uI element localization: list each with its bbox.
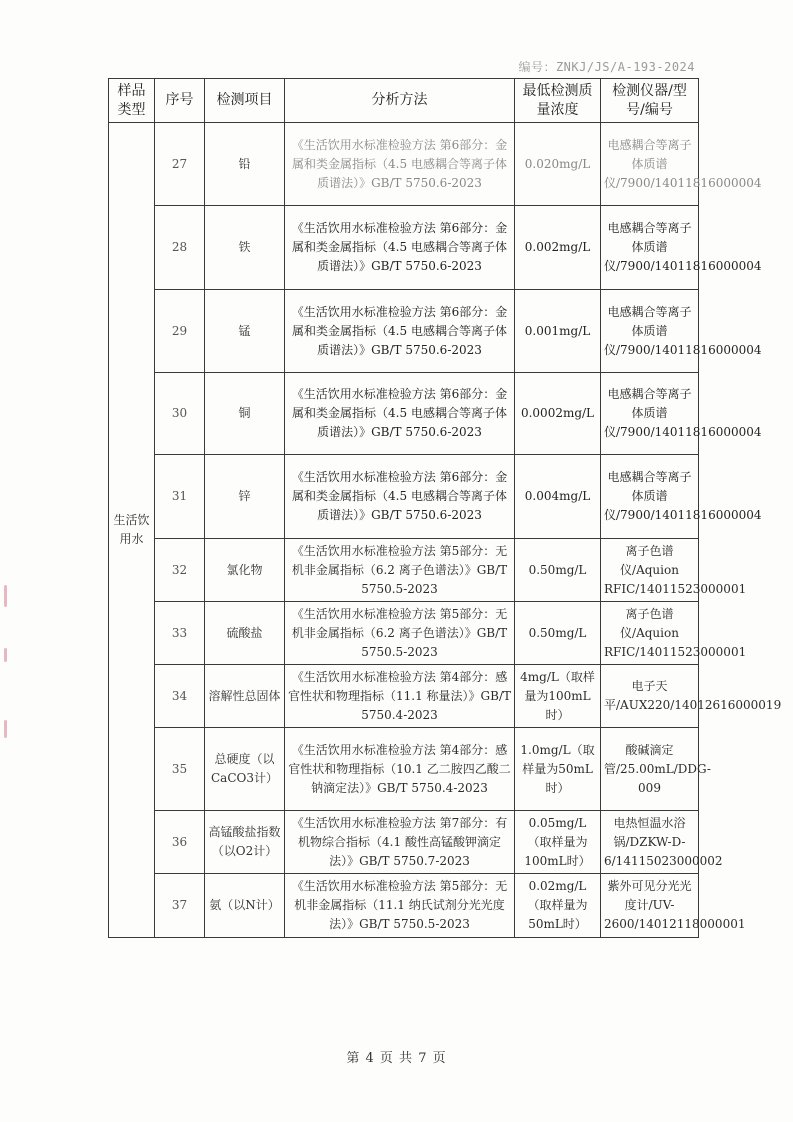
table-row (109, 539, 699, 602)
item-cell: 锰 (205, 290, 285, 373)
instrument-cell: 电热恒温水浴锅/DZKW-D-6/14115023000002 (601, 811, 699, 874)
method-cell: 《生活饮用水标准检验方法 第6部分：金属和类金属指标（4.5 电感耦合等离子体质谱法）》GB/T 5750.6-2023 (285, 206, 515, 290)
instrument-cell: 电感耦合等离子体质谱仪/7900/14011816000004 (601, 290, 699, 373)
limit-cell: 0.004mg/L (515, 455, 601, 539)
method-cell: 《生活饮用水标准检验方法 第6部分：金属和类金属指标（4.5 电感耦合等离子体质谱法）》GB/T 5750.6-2023 (285, 373, 515, 455)
instrument-cell: 酸碱滴定管/25.00mL/DDG-009 (601, 728, 699, 811)
header-limit: 最低检测质量浓度 (515, 79, 601, 123)
item-cell: 总硬度（以CaCO3计） (205, 728, 285, 811)
limit-cell: 0.020mg/L (515, 123, 601, 206)
margin-stamp-mark (4, 648, 7, 662)
page-footer: 第 4 页 共 7 页 (346, 1051, 447, 1066)
limit-cell: 0.05mg/L（取样量为100mL时） (515, 811, 601, 874)
header-item: 检测项目 (205, 79, 285, 123)
table-header-row (109, 79, 699, 123)
limit-cell: 0.02mg/L（取样量为50mL时） (515, 874, 601, 938)
instrument-cell: 电感耦合等离子体质谱仪/7900/14011816000004 (601, 373, 699, 455)
item-cell: 溶解性总固体 (205, 665, 285, 728)
method-cell: 《生活饮用水标准检验方法 第5部分：无机非金属指标（6.2 离子色谱法）》GB/T 5750.5-2023 (285, 602, 515, 665)
limit-cell: 0.50mg/L (515, 602, 601, 665)
method-cell: 《生活饮用水标准检验方法 第4部分：感官性状和物理指标（11.1 称量法）》GB/T 5750.4-2023 (285, 665, 515, 728)
limit-cell: 0.002mg/L (515, 206, 601, 290)
table-row (109, 373, 699, 455)
sample-type-cell: 生活饮用水 (109, 123, 155, 938)
seq-cell: 28 (155, 206, 205, 290)
document-code: 编号：ZNKJ/JS/A-193-2024 (518, 60, 695, 74)
item-cell: 高锰酸盐指数（以O2计） (205, 811, 285, 874)
seq-cell: 34 (155, 665, 205, 728)
instrument-cell: 电感耦合等离子体质谱仪/7900/14011816000004 (601, 123, 699, 206)
seq-cell: 37 (155, 874, 205, 938)
margin-stamp-mark (4, 720, 7, 738)
item-cell: 硫酸盐 (205, 602, 285, 665)
instrument-cell: 离子色谱仪/Aquion RFIC/14011523000001 (601, 602, 699, 665)
method-cell: 《生活饮用水标准检验方法 第6部分：金属和类金属指标（4.5 电感耦合等离子体质谱法）》GB/T 5750.6-2023 (285, 290, 515, 373)
seq-cell: 27 (155, 123, 205, 206)
instrument-cell: 紫外可见分光光度计/UV-2600/14012118000001 (601, 874, 699, 938)
method-cell: 《生活饮用水标准检验方法 第7部分：有机物综合指标（4.1 酸性高锰酸钾滴定法）》GB/T 5750.7-2023 (285, 811, 515, 874)
item-cell: 锌 (205, 455, 285, 539)
seq-cell: 35 (155, 728, 205, 811)
seq-cell: 29 (155, 290, 205, 373)
table-row (109, 602, 699, 665)
margin-stamp-mark (4, 585, 7, 607)
table-row (109, 811, 699, 874)
seq-cell: 33 (155, 602, 205, 665)
instrument-cell: 电子天平/AUX220/14012616000019 (601, 665, 699, 728)
seq-cell: 31 (155, 455, 205, 539)
item-cell: 铜 (205, 373, 285, 455)
header-sample-type: 样品类型 (109, 79, 155, 123)
seq-cell: 36 (155, 811, 205, 874)
limit-cell: 0.0002mg/L (515, 373, 601, 455)
table-row (109, 728, 699, 811)
seq-cell: 32 (155, 539, 205, 602)
seq-cell: 30 (155, 373, 205, 455)
table-row (109, 206, 699, 290)
limit-cell: 1.0mg/L（取样量为50mL时） (515, 728, 601, 811)
instrument-cell: 电感耦合等离子体质谱仪/7900/14011816000004 (601, 455, 699, 539)
method-cell: 《生活饮用水标准检验方法 第6部分：金属和类金属指标（4.5 电感耦合等离子体质谱法）》GB/T 5750.6-2023 (285, 123, 515, 206)
limit-cell: 0.001mg/L (515, 290, 601, 373)
limit-cell: 4mg/L（取样量为100mL时） (515, 665, 601, 728)
item-cell: 氯化物 (205, 539, 285, 602)
method-table (108, 78, 782, 938)
instrument-cell: 电感耦合等离子体质谱仪/7900/14011816000004 (601, 206, 699, 290)
header-instrument: 检测仪器/型号/编号 (601, 79, 699, 123)
table-row (109, 123, 699, 206)
header-method: 分析方法 (285, 79, 515, 123)
method-cell: 《生活饮用水标准检验方法 第5部分：无机非金属指标（11.1 纳氏试剂分光光度法）》GB/T 5750.5-2023 (285, 874, 515, 938)
table-row (109, 874, 699, 938)
table-row (109, 290, 699, 373)
method-cell: 《生活饮用水标准检验方法 第4部分：感官性状和物理指标（10.1 乙二胺四乙酸二钠滴定法）》GB/T 5750.4-2023 (285, 728, 515, 811)
instrument-cell: 离子色谱仪/Aquion RFIC/14011523000001 (601, 539, 699, 602)
table-row (109, 665, 699, 728)
item-cell: 铁 (205, 206, 285, 290)
method-cell: 《生活饮用水标准检验方法 第5部分：无机非金属指标（6.2 离子色谱法）》GB/T 5750.5-2023 (285, 539, 515, 602)
table-row (109, 455, 699, 539)
item-cell: 铅 (205, 123, 285, 206)
method-cell: 《生活饮用水标准检验方法 第6部分：金属和类金属指标（4.5 电感耦合等离子体质谱法）》GB/T 5750.6-2023 (285, 455, 515, 539)
item-cell: 氨（以N计） (205, 874, 285, 938)
header-seq: 序号 (155, 79, 205, 123)
limit-cell: 0.50mg/L (515, 539, 601, 602)
